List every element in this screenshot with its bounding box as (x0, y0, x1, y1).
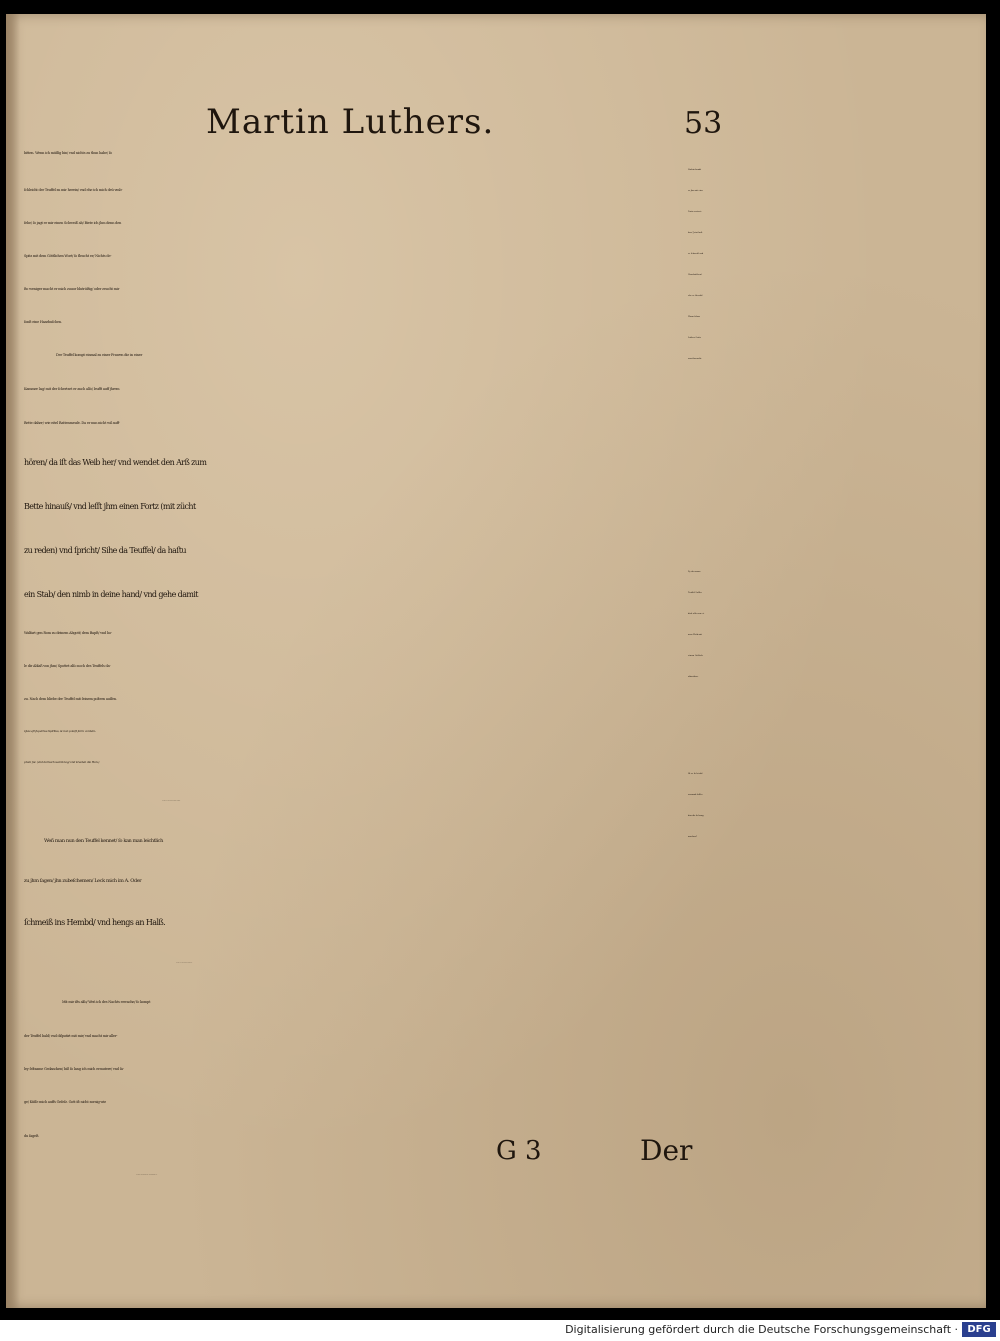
text-line: Der Teuffel kompt einmal zu einer Frawen die in einer (56, 353, 143, 357)
text-line: ge/ Küſſe mich auffs Geſeſz. Gott iſt nicht zornig wie (24, 1100, 106, 1104)
margin-note-2 (688, 562, 838, 688)
margin-note-line: Wann ſchon (688, 316, 700, 318)
page-spine-shadow (6, 14, 20, 1308)
text-line: le dir Ablaß von jhm/ Spottet alſo noch des Teuffels da- (24, 664, 111, 668)
margin-note-line: Ey du armer (688, 571, 701, 573)
latin-line: ptum ſui. (vnd darnach wards tag/ vnd kreeten die Han.) (24, 760, 100, 764)
text-line: zu jhm ſagen/ jhn zubeſchemen/ Leck mich im A. Oder (24, 878, 142, 884)
dfg-credit-text: Digitalisierung gefördert durch die Deutsche Forschungsgemeinschaft · (565, 1323, 958, 1336)
margin-note-line: warumb laſſtu (688, 794, 703, 796)
folio-reference-2: Fol.214.b. Des Teuffels Kunſt ꝛc. (176, 963, 193, 964)
paragraph-1 (24, 152, 684, 354)
text-line: Mit mir iſts alſo/ Weñ ich des Nachts erwache/ ſo kompt (62, 1000, 151, 1004)
margin-note-line: Haarhuſchen/ (688, 274, 702, 276)
latin-line: Quia eſt ſuperbus Spiritus, & non poteſt ferre contem- (24, 729, 96, 733)
text-line-large: hören/ da iſt das Weib her/ vnd wendet den Arß zum (24, 458, 207, 467)
text-line: Walfart gen Rom zu deinem Abgott/ dem Bapſt/ vnd ho- (24, 631, 112, 635)
margin-note-line: Teuffel/ laſſtu (688, 592, 702, 594)
text-line: Bette daher/ wie eitel Rattenmeuſe. Da er nun nicht wil auff- (24, 421, 120, 425)
text-line-large: zu reden) vnd ſpricht/ Sihe da Teuffel/ da haſtu (24, 546, 186, 555)
signature-mark: G 3 (496, 1136, 542, 1166)
main-text-block (24, 152, 684, 1211)
paragraph-2 (24, 354, 684, 801)
text-line: Weñ man nun den Teuffel kennet/ ſo kan man leichtlich (44, 838, 163, 844)
dfg-logo-icon: DFG (962, 1322, 996, 1337)
text-line: zu. Nach dem bliebe der Teuffel mit ſeinem poltern auſſen. (24, 697, 117, 701)
text-line: Kammer lag/ mit der ſchertzet er auch alſo/ leufft auff jhrem (24, 387, 120, 391)
book-page (6, 14, 986, 1308)
margin-note-line: ben/ Jetzt koſt (688, 232, 703, 234)
text-line-large: ſchmeiß ins Hembd/ vnd hengs an Halß. (24, 918, 166, 927)
margin-note-line: einem Geſtäck (688, 655, 703, 657)
margin-note-line: Iſt es ſo leicht/ (688, 773, 703, 775)
margin-note-1 (688, 160, 838, 370)
margin-note-line: es ſchweiß vnd (688, 253, 704, 255)
text-line-large: Bette hinauß/ vnd leſſt jhm einen Fortz (mit zücht (24, 502, 196, 511)
margin-note-line: Vorhin kondt (688, 169, 702, 171)
text-line: Spitz mit dem Göttlichen Wort/ ſo fleucht er/ Nichts de- (24, 254, 112, 258)
text-line: ſehe/ ſo jagt er mir einen Schweiß ab/ Biete ich jhm denn den (24, 221, 122, 225)
text-line: ſto weniger macht er mich zuuor blutrüſtig/ oder zeucht mir (24, 287, 120, 291)
text-line: du ſageſt. (24, 1134, 40, 1138)
margin-note-line: wort braucht. (688, 358, 702, 360)
text-line-large: ein Stab/ den nimb in deine hand/ vnd gehe damit (24, 590, 198, 599)
margin-note-3 (688, 764, 838, 848)
page-number: 53 (684, 106, 723, 141)
margin-note-line: ehe er fleucht/ (688, 295, 703, 297)
dfg-footer-bar (0, 1320, 1000, 1341)
text-line: ley ſeltzame Gedancken/ biß ſo lang ich mich ermutere/ vnd ſa- (24, 1067, 124, 1071)
text-line: bitten. Wenn ich müſſig bin/ vnd nichts zu thun habe/ ſo (24, 151, 112, 155)
folio-reference-1: Fol.207.b. Des Teuffels groß gewalt. (162, 801, 181, 802)
paragraph-4 (24, 1001, 684, 1175)
margin-note-line: Furtz vertrei- (688, 211, 702, 213)
margin-note-line: machen? (688, 836, 698, 838)
running-head: Martin Luthers. (206, 102, 495, 142)
text-line: ſchleicht der Teuffel zu mir herein/ vnd ehe ich mich deũ vmb- (24, 188, 123, 192)
folio-reference-3: Fol.216. Ein anders von Anfechtungen. ꝛc. (136, 1175, 158, 1176)
paragraph-3 (24, 839, 684, 963)
margin-note-line: abtreiben. (688, 676, 699, 678)
catchword: Der (640, 1134, 693, 1167)
margin-note-line: nem Weib mit (688, 634, 702, 636)
margin-note-line: Luther Gotts (688, 337, 701, 339)
margin-note-line: dich alſo von ei- (688, 613, 705, 615)
text-line: der Teuffel bald/ vnd diſputirt mit mir/ vnd macht mir aller- (24, 1034, 118, 1038)
margin-note-line: er jhn mit eine (688, 190, 703, 192)
text-line: ſonſt eine Haarhuſchen. (24, 320, 62, 324)
margin-note-line: dañ dir ſo bang (688, 815, 704, 817)
